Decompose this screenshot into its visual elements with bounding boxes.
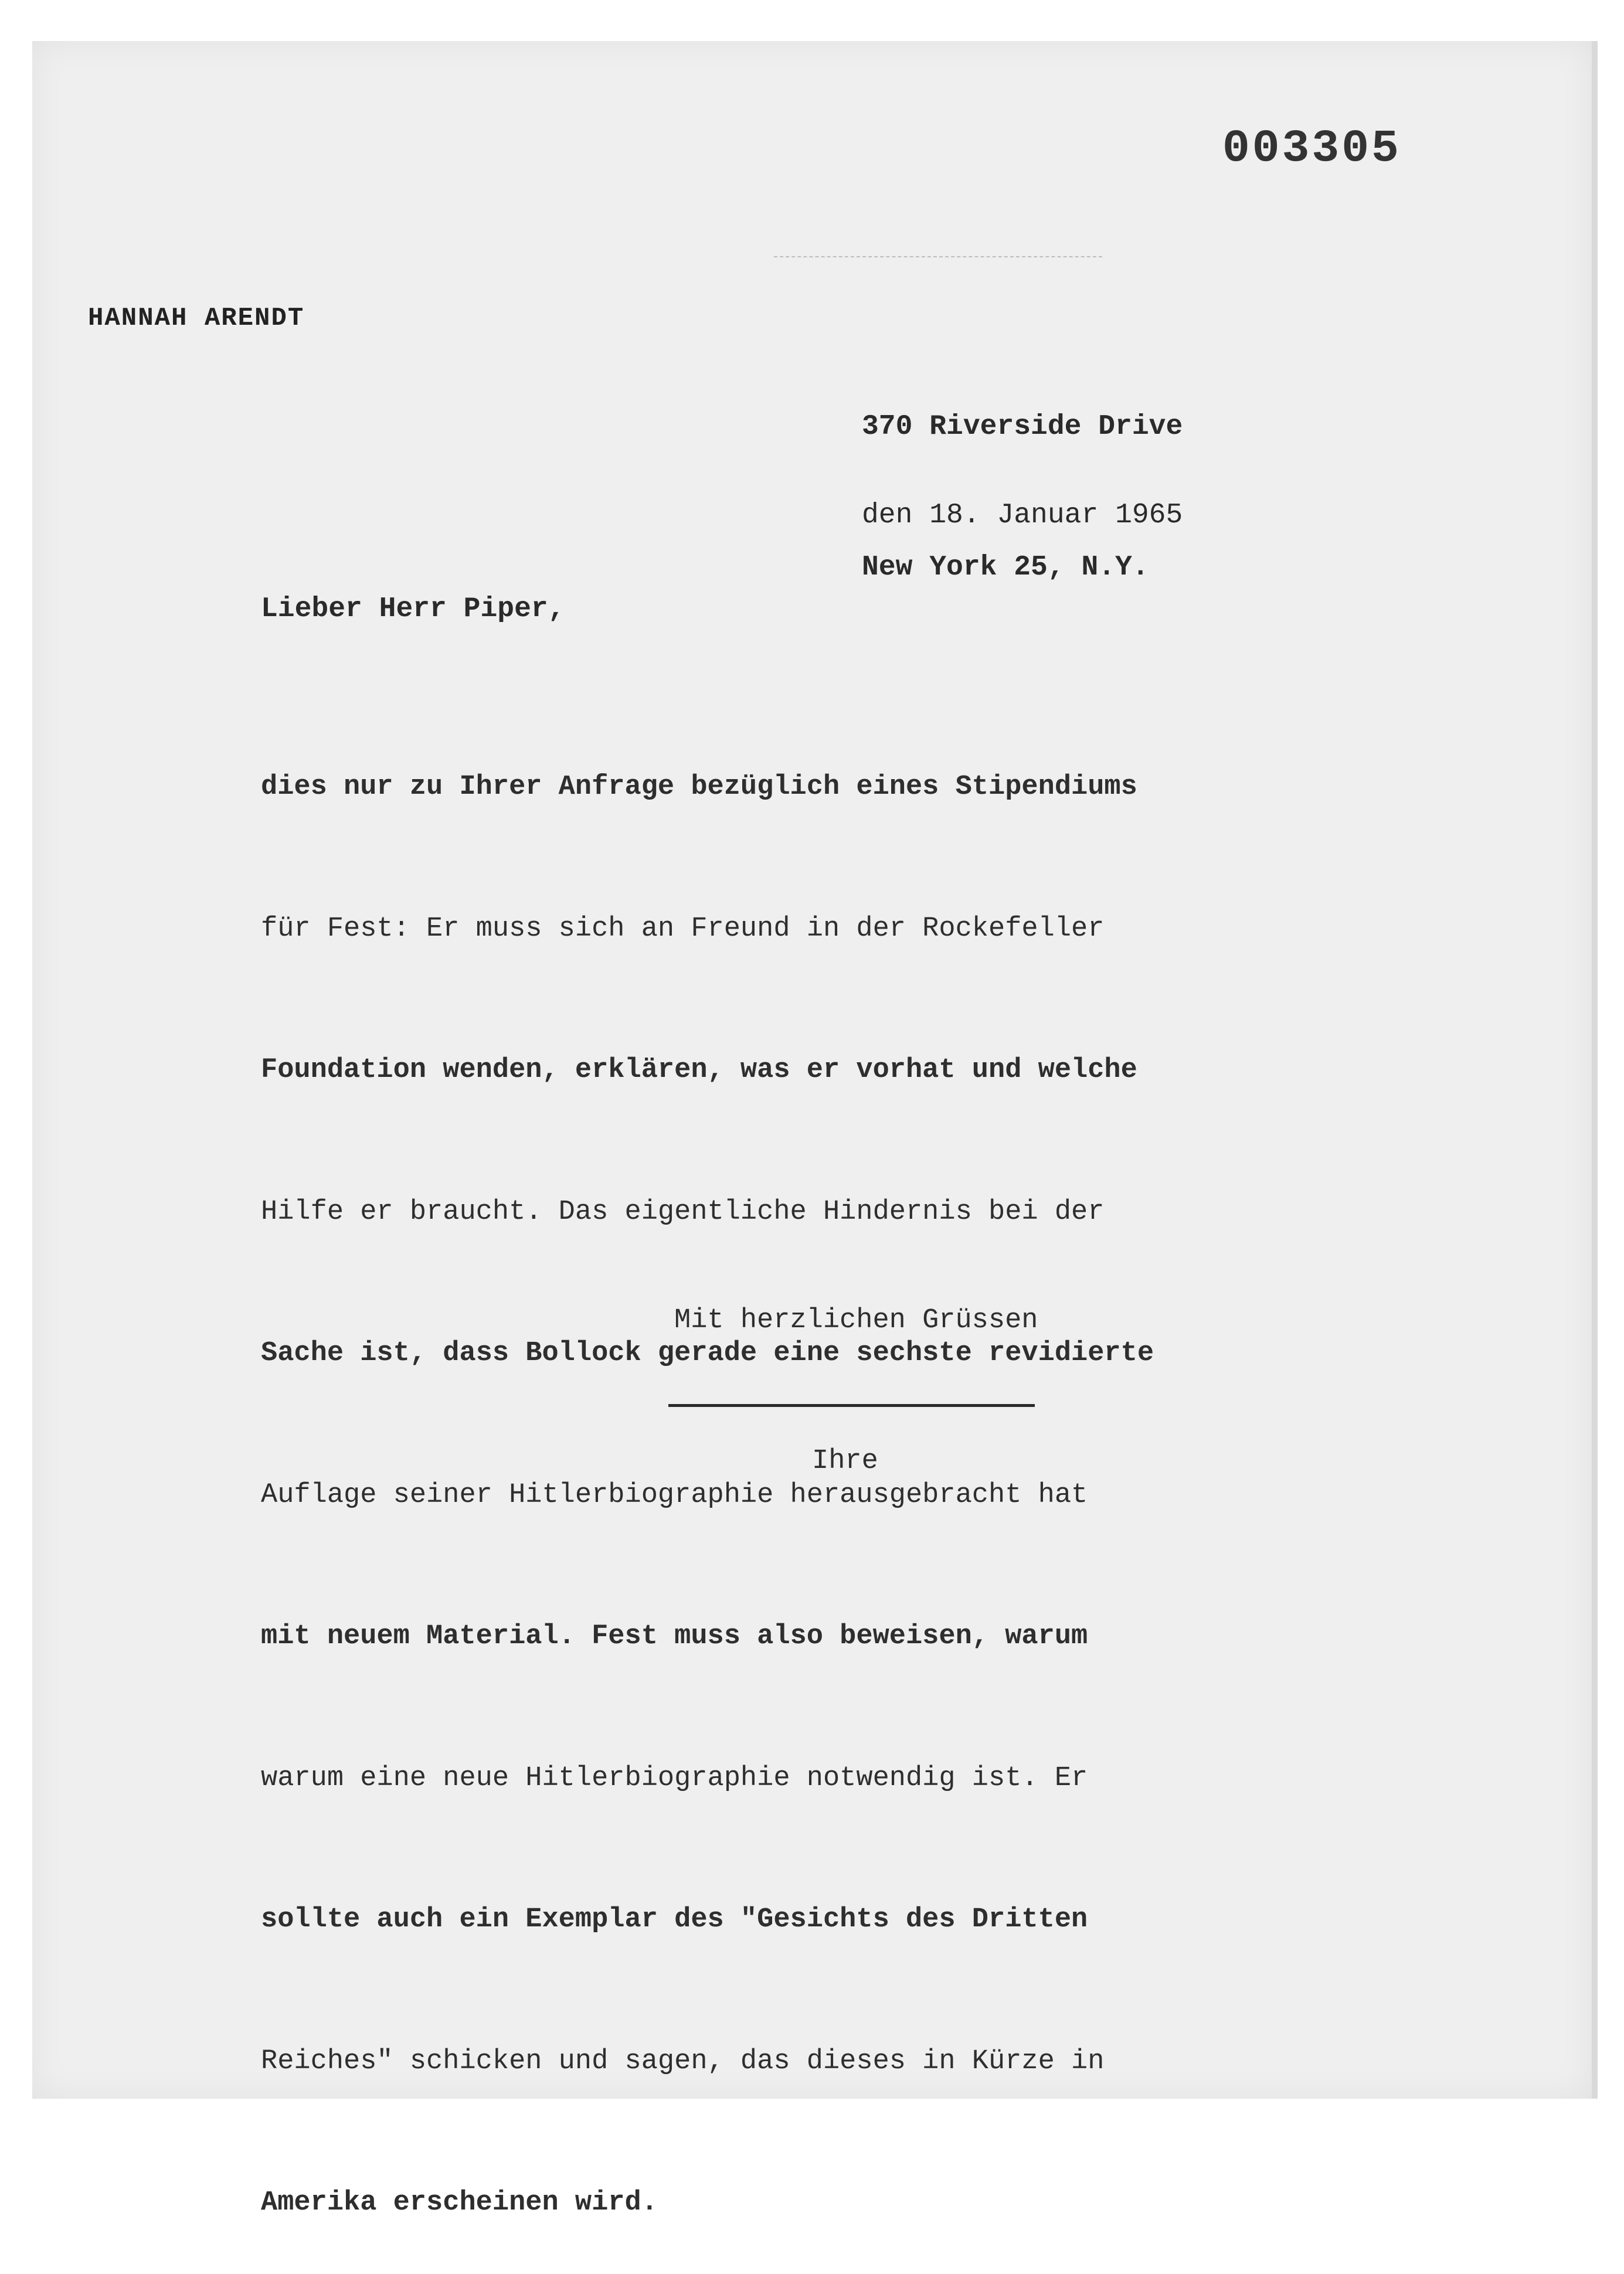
- body-line: mit neuem Material. Fest muss also beweisen, warum: [261, 1621, 1088, 1652]
- archive-number: 003305: [1222, 123, 1401, 175]
- sender-address: [862, 310, 1183, 638]
- address-line-city: New York 25, N.Y.: [862, 552, 1149, 583]
- body-line: Hilfe er braucht. Das eigentliche Hindernis bei der: [261, 1196, 1105, 1228]
- body-line: Sache ist, dass Bollock gerade eine sechste revidierte: [261, 1338, 1154, 1369]
- body-line: dies nur zu Ihrer Anfrage bezüglich eines Stipendiums: [261, 771, 1137, 803]
- body-line: Auflage seiner Hitlerbiographie herausgebracht hat: [261, 1479, 1088, 1511]
- signature-line: [668, 1404, 1035, 1407]
- body-line: warum eine neue Hitlerbiographie notwendig ist. Er: [261, 1762, 1088, 1794]
- stray-mark: [774, 256, 1102, 257]
- body-line: Foundation wenden, erklären, was er vorhat und welche: [261, 1055, 1137, 1086]
- salutation: Lieber Herr Piper,: [261, 593, 565, 625]
- letter-date: den 18. Januar 1965: [862, 499, 1183, 531]
- address-line-street: 370 Riverside Drive: [862, 411, 1183, 443]
- closing: [674, 1204, 1038, 1532]
- body-line: Reiches" schicken und sagen, das dieses in Kürze in: [261, 2045, 1105, 2077]
- body-line: sollte auch ein Exemplar des "Gesichts des Dritten: [261, 1904, 1088, 1935]
- body-line: für Fest: Er muss sich an Freund in der Rockefeller: [261, 913, 1105, 944]
- closing-ihre: Ihre: [812, 1446, 878, 1477]
- sender-name: HANNAH ARENDT: [88, 304, 305, 333]
- body-line: Amerika erscheinen wird.: [261, 2187, 658, 2218]
- closing-greeting: Mit herzlichen Grüssen: [674, 1305, 1038, 1336]
